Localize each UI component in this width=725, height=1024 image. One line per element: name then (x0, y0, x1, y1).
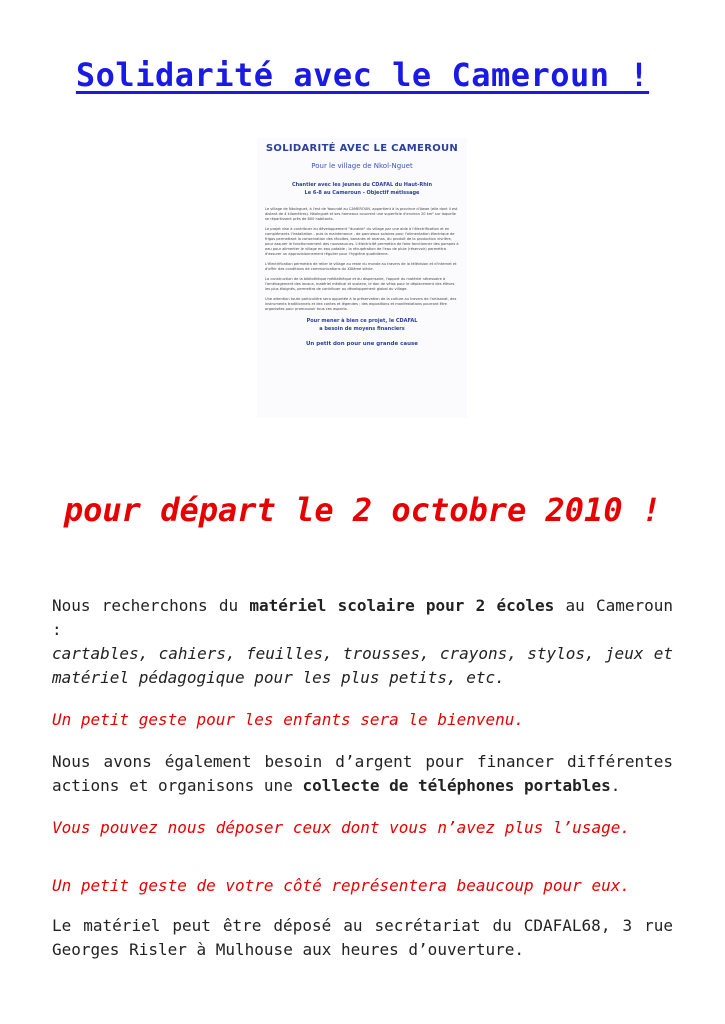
paragraph-funding (52, 750, 673, 798)
materials-list: cartables, cahiers, feuilles, trousses, crayons, stylos, jeux et matériel pédagogique pour les plus petits, etc. (52, 644, 673, 687)
poster-body-3: L'électrification permettra de relier le village au reste du monde au travers de la télévision et d'internet et d'offrir des conditions de communications du XXIème siècle. (265, 262, 457, 271)
funding-after: . (610, 776, 621, 795)
page-title[interactable]: Solidarité avec le Cameroun ! (75, 56, 650, 94)
poster-body-5: Une attention toute particulière sera apportée à la préservation de la culture au travers de l'artisanat, des instruments traditionnels et des contes et légendes ; des expositions et manifestations pourront être organisées pour promouvoir tous ces aspects. (265, 297, 457, 311)
poster-body-4: La construction de la bibliothèque médiathèque et du dispensaire, l'apport du matériel nécessaire à l'aménagement des locaux, matériel médical et scolaire, le don de vélos pour le déplacement des élèves les plus éloignés, permettra de contribuer au développement global du village. (265, 277, 455, 291)
poster-project-line1: Chantier avec les jeunes du CDAFAL du Haut-Rhin (291, 182, 433, 188)
poster-project-line2: Le 6-8 au Cameroun - Objectif métissage (304, 190, 420, 196)
materials-bold: matériel scolaire pour 2 écoles (249, 596, 555, 615)
poster-image (257, 138, 467, 418)
poster-body-2: Le projet vise à contribuer au développement "durable" du village par une aide à l'électrification et en compléments l'installation - puis la maintenance - de panneaux solaires pour l'alimentation électrique de frigos permettant la conservation des récoltes, bananes et ananas, du produit de la production vivrière, pour assurer le fonctionnement des nouveaux.es. L'électricité permettra de faire fonctionner des pompes à eau pour alimenter le village en eau potable ; la récupération de l'eau de pluie (réservoir) permettra d'assurer un approvisionnement régulier pour l'hygiène quotidienne. (265, 227, 459, 256)
poster-footer-slogan: Un petit don pour une grande cause (305, 341, 419, 347)
paragraph-materials (52, 594, 673, 690)
poster-subtitle: Pour le village de Nkol-Nguet (311, 162, 413, 170)
materials-after: au Cameroun : (52, 596, 674, 639)
funding-bold: collecte de téléphones portables (302, 776, 611, 795)
poster-footer-line1: Pour mener à bien ce projet, le CDAFAL (306, 318, 418, 324)
paragraph-drop-phones: Vous pouvez nous déposer ceux dont vous n’avez plus l’usage. (52, 818, 630, 837)
poster-title: SOLIDARITÉ AVEC LE CAMEROUN (265, 143, 459, 154)
paragraph-children-gesture: Un petit geste pour les enfants sera le bienvenu. (52, 710, 525, 729)
funding-intro: Nous avons également besoin d’argent pour financer différentes actions et organisons une (52, 752, 673, 795)
departure-headline: pour départ le 2 octobre 2010 ! (63, 491, 662, 529)
poster-body-1: Le village de Nkolnguet, à l'est de Yaoundé au CAMEROUN, appartient à la province d'Awae (elle dont il est distant de 4 kilomètres). Nkolnguet et ses hameaux couvrent une superficie d'environ 20 km² sur laquelle se répartissent près de 800 habitants. (265, 207, 458, 221)
poster-footer (257, 317, 467, 333)
poster-project (257, 181, 467, 197)
poster-footer-line2: a besoin de moyens financiers (319, 326, 405, 332)
poster-body (265, 207, 459, 312)
materials-intro: Nous recherchons du (52, 596, 250, 615)
paragraph-drop-location: Le matériel peut être déposé au secrétariat du CDAFAL68, 3 rue Georges Risler à Mulhouse aux heures d’ouverture. (52, 916, 673, 959)
paragraph-your-gesture: Un petit geste de votre côté représentera beaucoup pour eux. (52, 876, 630, 895)
